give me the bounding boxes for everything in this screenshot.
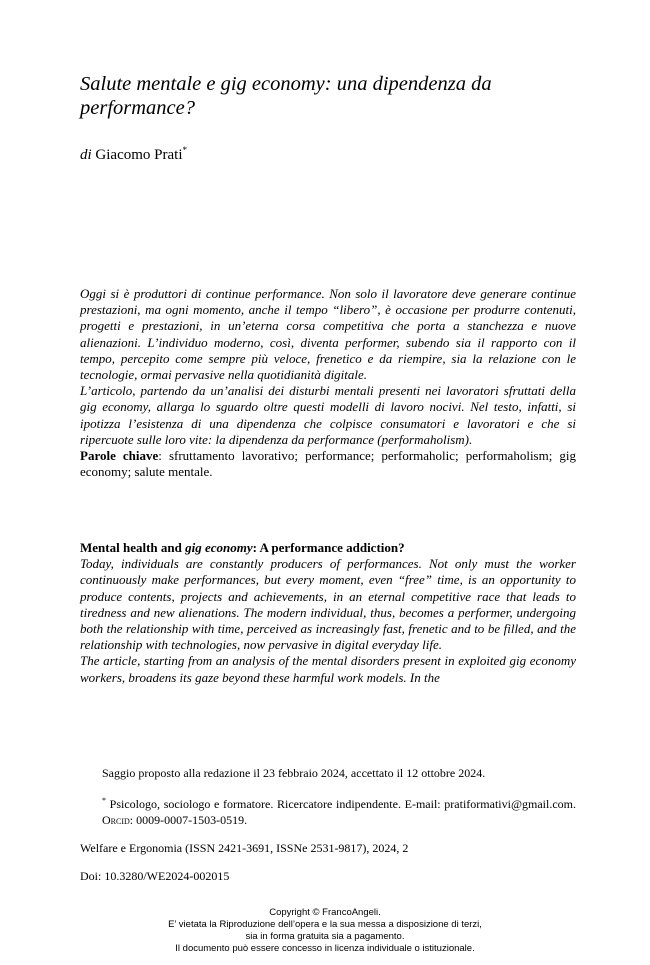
abstract-it-paragraph-1: Oggi si è produttori di continue performance. Non solo il lavoratore deve generare continue prestazioni, ma ogni momento, anche il tempo “libero”, è occasione per produrre contenuti, progetti e prestazioni, in un’eterna corsa competitiva che porta a stanchezza e nuove alienazioni. L’individuo moderno, così, diventa performer, subendo sia il rapporto con il tempo, percepito come sempre più veloce, frenetico e da riempire, sia la relazione con le tecnologie, ormai pervasive nella quotidianità digitale. [80,286,576,383]
english-title-part-2: : A performance addiction? [252,540,405,555]
english-title [80,540,576,556]
keywords [80,448,576,480]
abstract-it-paragraph-2: L’articolo, partendo da un’analisi dei disturbi mentali presenti nei lavoratori sfruttati della gig economy, allarga lo sguardo oltre questi modelli di lavoro nocivi. Nel testo, infatti, si ipotizza l’esistenza di una dipendenza che colpisce consumatori e lavoratori e che si ripercuote sulle loro vite: la dipendenza da performance (performaholism). [80,383,576,447]
author-line [80,145,187,164]
footnotes [80,765,576,896]
english-title-italic: gig economy [185,540,253,555]
abstract-en-paragraph-2: The article, starting from an analysis of the mental disorders present in exploited gig economy workers, broadens its gaze beyond these harmful work models. In the [80,653,576,685]
doi: Doi: 10.3280/WE2024-002015 [80,869,230,883]
submission-note: Saggio proposto alla redazione il 23 febbraio 2024, accettato il 12 ottobre 2024. [102,766,486,780]
orcid-value: : 0009-0007-1503-0519. [129,813,248,827]
abstract-english [80,540,576,686]
copyright-line-3: sia in forma gratuita sia a pagamento. [245,931,405,942]
abstract-en-paragraph-1: Today, individuals are constantly producers of performances. Not only must the worker continuously make performances, but every moment, even “free” time, is an opportunity to produce contents, projects and achievements, in an eternal competitive race that leads to tiredness and new alienations. The modern individual, thus, becomes a performer, undergoing both the relationship with time, perceived as increasingly fast, frenetic and to be filled, and the relationship with technologies, now pervasive in digital everyday life. [80,556,576,653]
copyright-line-1: Copyright © FrancoAngeli. [269,907,381,918]
copyright-line-4: Il documento può essere concesso in licenza individuale o istituzionale. [175,943,475,954]
keywords-label: Parole chiave [80,448,159,464]
article-title: Salute mentale e gig economy: una dipendenza da performance? [80,73,492,119]
footnote-mark: * [102,796,106,805]
copyright-line-2: E’ vietata la Riproduzione dell’opera e la sua messa a disposizione di terzi, [168,919,482,930]
keywords-text: : sfruttamento lavorativo; performance; performaholic; performaholism; gig economy; salute mentale. [80,448,576,480]
author-footnote-mark: * [182,145,187,155]
footnote-text: Psicologo, sociologo e formatore. Ricercatore indipendente. E-mail: pratiformativi@gmail.com. [106,797,576,811]
abstract-italian [80,286,576,480]
copyright-notice [0,907,650,955]
author-name: Giacomo Prati [95,147,183,163]
author-footnote [80,793,576,828]
journal-info: Welfare e Ergonomia (ISSN 2421-3691, ISSNe 2531-9817), 2024, 2 [80,841,409,855]
author-prefix: di [80,147,92,163]
orcid-label: Orcid [102,813,130,827]
english-title-part-1: Mental health and [80,540,186,555]
